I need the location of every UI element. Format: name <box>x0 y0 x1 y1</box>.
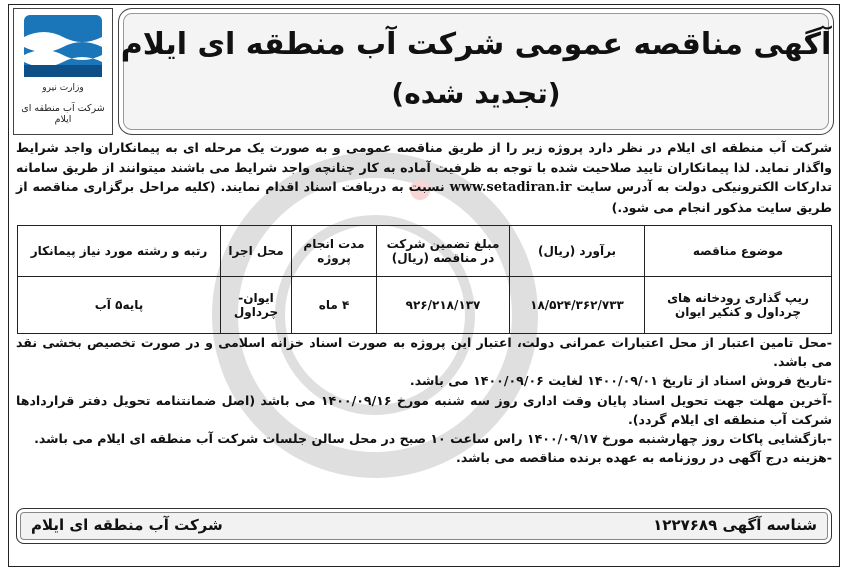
note-funding: -محل تامین اعتبار از محل اعتبارات عمرانی دولت، اعتبار این پروژه به صورت اسناد خزانه اسلامی و در صورت تخصیص بخشی نقد می باشد. <box>16 335 832 370</box>
cell-estimate: ۱۸/۵۲۴/۳۶۲/۷۳۳ <box>510 277 645 334</box>
notes-section <box>16 333 832 467</box>
note-ad-cost: -هزینه درج آگهی در روزنامه به عهده برنده مناقصه می باشد. <box>456 450 832 466</box>
logo-ministry-text: وزارت نیرو <box>42 83 84 93</box>
header-guarantee: مبلغ تضمین شرکت در مناقصه (ریال) <box>377 226 510 277</box>
logo-company-text: شرکت آب منطقه ای ایلام <box>21 103 105 125</box>
intro-text-part2: نسبت به دریافت اسناد اقدام نمایند. (کلیه مراحل برگزاری مناقصه از طریق سایت مذکور انجام می شود.) <box>16 179 832 215</box>
page-title: آگهی مناقصه عمومی شرکت آب منطقه ای ایلام <box>120 27 832 62</box>
footer-company-name: شرکت آب منطقه ای ایلام <box>31 516 223 534</box>
logo-box <box>13 8 113 135</box>
setad-website-link[interactable]: www.setadiran.ir <box>449 180 572 195</box>
cell-duration: ۴ ماه <box>292 277 377 334</box>
cell-location: ایوان- چرداول <box>221 277 292 334</box>
header-subject: موضوع مناقصه <box>645 226 832 277</box>
water-waves-icon <box>24 15 102 77</box>
note-opening: -بازگشایی پاکات روز چهارشنبه مورخ ۱۴۰۰/۰۹/۱۷ راس ساعت ۱۰ صبح در محل سالن جلسات شرکت آب منطقه ای ایلام می باشد. <box>34 431 832 447</box>
intro-paragraph <box>16 138 832 217</box>
note-deadline: -آخرین مهلت جهت تحویل اسناد پایان وقت اداری روز سه شنبه مورخ ۱۴۰۰/۰۹/۱۶ می باشد (اصل ضمانتنامه تحویل دفتر قراردادها شرکت آب منطقه ای ایلام گردد). <box>16 392 832 427</box>
header-contractor-grade: رتبه و رشته مورد نیاز پیمانکار <box>18 226 221 277</box>
header-location: محل اجرا <box>221 226 292 277</box>
footer-bar <box>16 508 832 544</box>
header-duration: مدت انجام پروژه <box>292 226 377 277</box>
tender-table <box>17 225 832 334</box>
note-sale-dates: -تاریخ فروش اسناد از تاریخ ۱۴۰۰/۰۹/۰۱ لغایت ۱۴۰۰/۰۹/۰۶ می باشد. <box>409 373 832 389</box>
title-box <box>118 8 834 135</box>
table-header-row <box>18 226 832 277</box>
cell-contractor-grade: پایه۵ آب <box>18 277 221 334</box>
table-row <box>18 277 832 334</box>
cell-subject: ریپ گذاری رودخانه های چرداول و کنکیر ایوان <box>645 277 832 334</box>
ad-id-label: شناسه آگهی ۱۲۲۷۶۸۹ <box>653 516 817 534</box>
cell-guarantee: ۹۲۶/۲۱۸/۱۳۷ <box>377 277 510 334</box>
page-subtitle: (تجدید شده) <box>391 77 561 110</box>
header-estimate: برآورد (ریال) <box>510 226 645 277</box>
intro-text-part1: شرکت آب منطقه ای ایلام در نظر دارد پروژه زیر را از طریق مناقصه عمومی و به صورت یک مرحله ای به پیمانکاران واجد شرایط واگذار نماید. لذا پیمانکاران تایید صلاحیت شده با توجه به ظرفیت آماده به کار چنانچه واجد شرایط می باشند میتوانند از طریق سامانه تدارکات الکترونیکی دولت به آدرس سایت <box>16 140 832 194</box>
